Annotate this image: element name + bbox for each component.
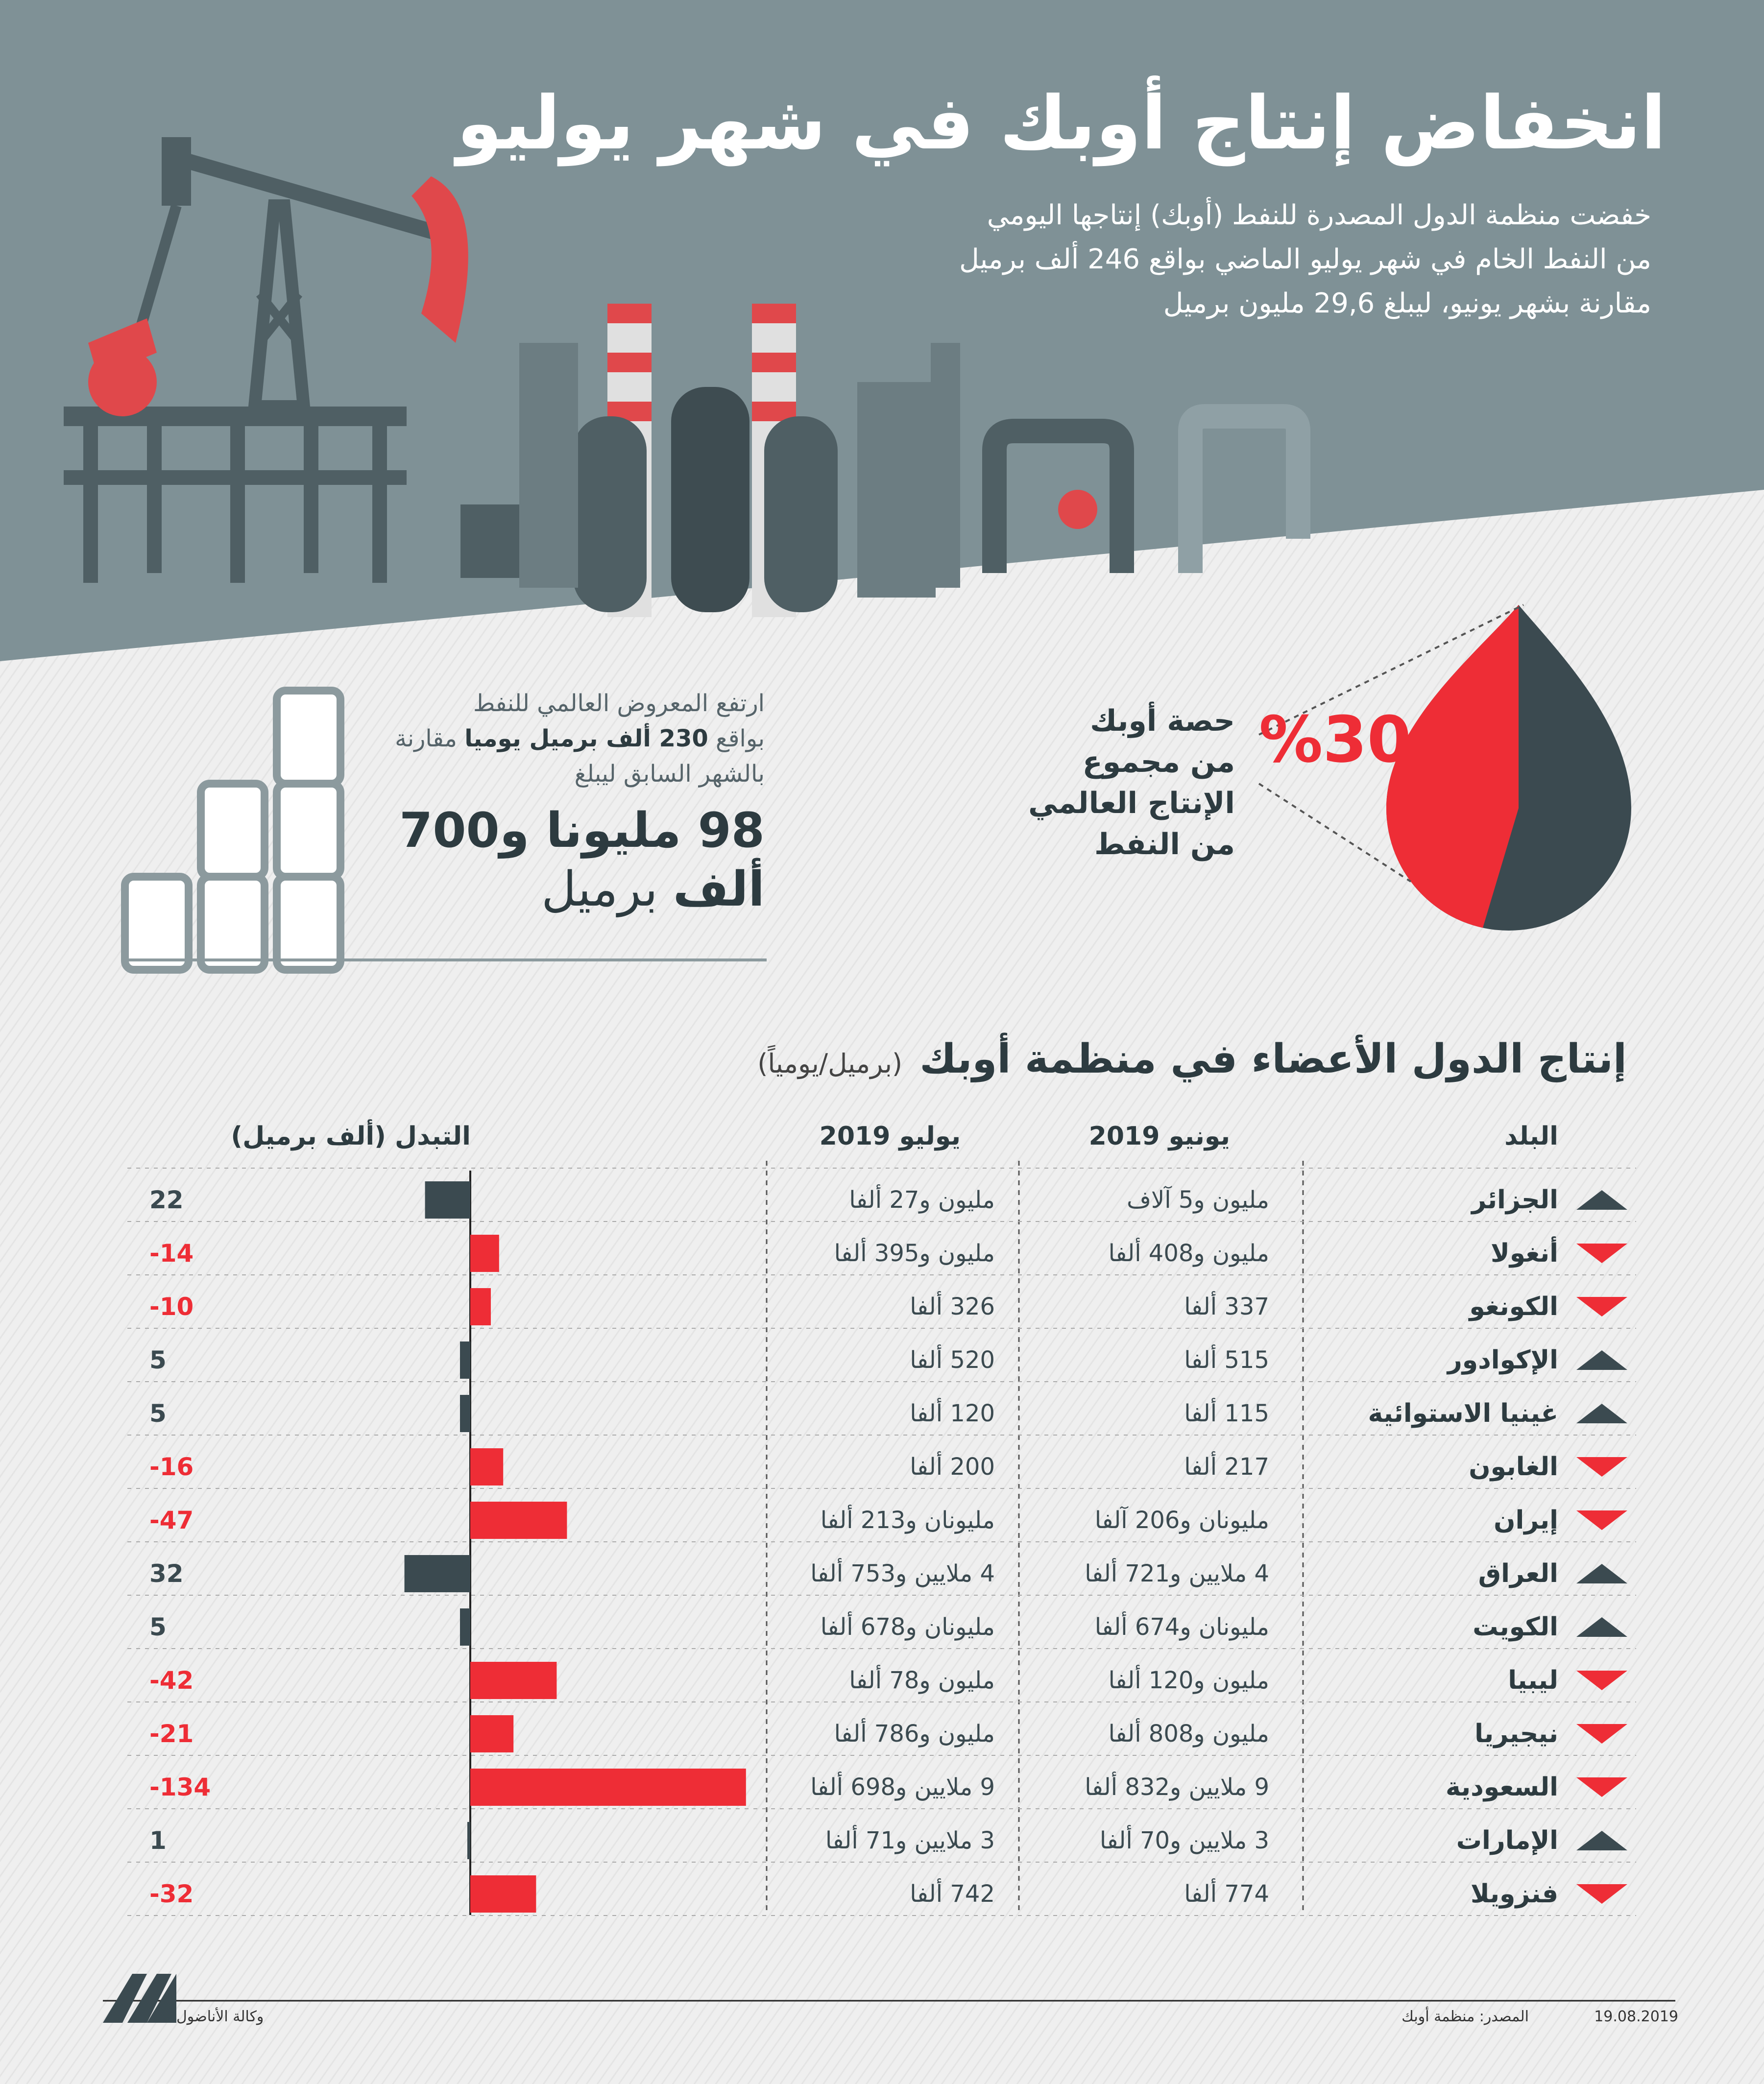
col-header-july: يوليو 2019 bbox=[819, 1122, 961, 1151]
change-value: -16 bbox=[149, 1453, 194, 1481]
june-production: 217 ألفا bbox=[1184, 1453, 1269, 1481]
change-value: -14 bbox=[149, 1239, 194, 1268]
change-bar bbox=[470, 1769, 746, 1806]
source-text: المصدر: منظمة أوبك bbox=[1402, 2008, 1529, 2025]
country-name: السعودية bbox=[1446, 1773, 1558, 1802]
intro-line-2: من النفط الخام في شهر يوليو الماضي بواقع 246 ألف برميل bbox=[959, 243, 1651, 275]
july-production: مليون و78 ألفا bbox=[849, 1667, 995, 1694]
change-value: -134 bbox=[149, 1773, 211, 1801]
july-production: 742 ألفا bbox=[910, 1880, 995, 1908]
change-value: 32 bbox=[149, 1559, 184, 1588]
july-production: 3 ملايين و71 ألفا bbox=[825, 1827, 995, 1854]
share-label bbox=[980, 700, 1235, 865]
section-title bbox=[500, 1036, 1627, 1082]
page-title: انخفاض إنتاج أوبك في شهر يوليو bbox=[457, 81, 1666, 166]
june-production: مليونان و674 ألفا bbox=[1094, 1613, 1269, 1641]
section-title-main: إنتاج الدول الأعضاء في منظمة أوبك bbox=[919, 1036, 1627, 1082]
change-bar bbox=[425, 1181, 470, 1219]
change-bar bbox=[467, 1822, 470, 1859]
share-label-line-4: من النفط bbox=[1094, 827, 1235, 862]
intro-line-3: مقارنة بشهر يونيو، ليبلغ 29,6 مليون برميل bbox=[1163, 287, 1651, 319]
country-name: فنزويلا bbox=[1471, 1879, 1558, 1909]
col-header-change: التبدل (ألف برميل) bbox=[231, 1122, 471, 1151]
country-name: ليبيا bbox=[1508, 1666, 1558, 1695]
country-name: أنغولا bbox=[1490, 1239, 1558, 1268]
country-name: نيجيريا bbox=[1474, 1719, 1558, 1749]
supply-line-2-bold: 230 ألف برميل يوميا bbox=[464, 725, 708, 752]
supply-total: 98 مليونا و700 bbox=[399, 803, 765, 859]
change-bar bbox=[460, 1341, 470, 1379]
supply-line-2-prefix: بواقع bbox=[716, 725, 765, 752]
country-name: العراق bbox=[1478, 1559, 1558, 1588]
change-bar bbox=[405, 1555, 470, 1592]
june-production: مليون و5 آلاف bbox=[1127, 1186, 1269, 1214]
change-bar bbox=[470, 1875, 536, 1913]
july-production: 520 ألفا bbox=[910, 1346, 995, 1374]
change-bar bbox=[470, 1235, 499, 1272]
country-name: الغابون bbox=[1469, 1452, 1558, 1482]
june-production: 115 ألفا bbox=[1184, 1400, 1269, 1427]
share-label-line-2: من مجموع bbox=[1082, 745, 1235, 779]
country-name: الإكوادور bbox=[1447, 1345, 1558, 1375]
june-production: مليون و408 ألفا bbox=[1108, 1240, 1269, 1267]
supply-line-2-suffix: مقارنة bbox=[395, 725, 458, 752]
supply-line-2 bbox=[167, 721, 765, 756]
supply-total-unit-rest: برميل bbox=[541, 862, 658, 917]
change-value: 5 bbox=[149, 1399, 167, 1428]
intro-line-1: خفضت منظمة الدول المصدرة للنفط (أوبك) إنتاجها اليومي bbox=[987, 199, 1651, 231]
change-value: 22 bbox=[149, 1186, 184, 1214]
share-percent: %30 bbox=[1259, 702, 1412, 777]
section-title-unit: (برميل/يومياً) bbox=[757, 1048, 903, 1079]
change-value: 5 bbox=[149, 1346, 167, 1374]
col-header-country: البلد bbox=[1504, 1122, 1558, 1151]
june-production: 774 ألفا bbox=[1184, 1880, 1269, 1908]
june-production: 4 ملايين و721 ألفا bbox=[1085, 1560, 1269, 1587]
june-production: 515 ألفا bbox=[1184, 1346, 1269, 1374]
june-production: 337 ألفا bbox=[1184, 1293, 1269, 1320]
change-value: -21 bbox=[149, 1720, 194, 1748]
change-bar bbox=[470, 1288, 491, 1325]
july-production: مليونان و213 ألفا bbox=[820, 1507, 995, 1534]
change-value: -32 bbox=[149, 1880, 194, 1908]
country-name: الكونغو bbox=[1469, 1292, 1558, 1321]
supply-line-3: بالشهر السابق ليبلغ bbox=[574, 760, 765, 788]
share-label-line-1: حصة أوبك bbox=[1090, 704, 1235, 738]
june-production: 9 ملايين و832 ألفا bbox=[1085, 1773, 1269, 1801]
change-bar bbox=[470, 1502, 567, 1539]
change-value: 5 bbox=[149, 1613, 167, 1641]
july-production: 200 ألفا bbox=[910, 1453, 995, 1481]
july-production: مليونان و678 ألفا bbox=[820, 1613, 995, 1641]
supply-line-1: ارتفع المعروض العالمي للنفط bbox=[473, 690, 765, 717]
change-value: 1 bbox=[149, 1826, 167, 1855]
country-name: غينيا الاستوائية bbox=[1368, 1399, 1558, 1428]
col-header-june: يونيو 2019 bbox=[1088, 1122, 1230, 1151]
july-production: 326 ألفا bbox=[910, 1293, 995, 1320]
date-text: 19.08.2019 bbox=[1594, 2008, 1678, 2025]
july-production: مليون و395 ألفا bbox=[834, 1240, 995, 1267]
intro-text bbox=[745, 193, 1651, 326]
change-bar bbox=[470, 1662, 556, 1699]
country-name: الإمارات bbox=[1456, 1826, 1558, 1855]
july-production: 4 ملايين و753 ألفا bbox=[810, 1560, 995, 1587]
june-production: 3 ملايين و70 ألفا bbox=[1099, 1827, 1269, 1854]
june-production: مليون و808 ألفا bbox=[1108, 1720, 1269, 1748]
july-production: مليون و786 ألفا bbox=[834, 1720, 995, 1748]
world-supply-block bbox=[167, 686, 765, 919]
change-value: -10 bbox=[149, 1293, 194, 1321]
july-production: 9 ملايين و698 ألفا bbox=[810, 1773, 995, 1801]
country-name: الكويت bbox=[1473, 1612, 1558, 1642]
june-production: مليونان و206 آلفا bbox=[1094, 1507, 1269, 1534]
country-name: إيران bbox=[1494, 1506, 1558, 1535]
share-label-line-3: الإنتاج العالمي bbox=[1028, 786, 1235, 820]
june-production: مليون و120 ألفا bbox=[1108, 1667, 1269, 1694]
change-bar bbox=[470, 1448, 503, 1485]
supply-total-unit-bold: ألف bbox=[673, 862, 765, 917]
agency-name: وكالة الأناضول bbox=[176, 2008, 264, 2025]
change-bar bbox=[470, 1715, 513, 1752]
change-bar bbox=[460, 1395, 470, 1432]
change-bar bbox=[460, 1608, 470, 1646]
change-value: -47 bbox=[149, 1506, 194, 1534]
july-production: مليون و27 ألفا bbox=[849, 1186, 995, 1214]
supply-total-unit bbox=[167, 860, 765, 919]
country-name: الجزائر bbox=[1472, 1185, 1558, 1215]
change-value: -42 bbox=[149, 1666, 194, 1695]
july-production: 120 ألفا bbox=[910, 1400, 995, 1427]
